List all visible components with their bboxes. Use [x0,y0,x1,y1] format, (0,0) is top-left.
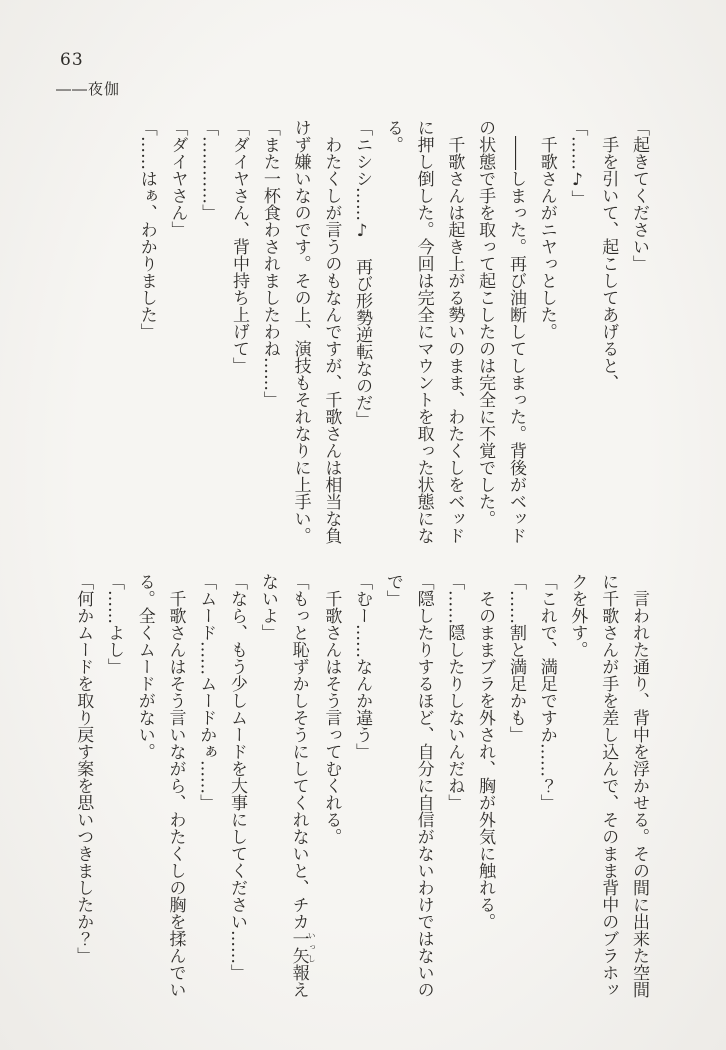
text-line: 「ムード……ムードかぁ……」 [196,573,217,811]
text-line: 「……割と満足かも」 [505,573,526,743]
text-line: 「ダイヤさん、背中持ち上げて」 [229,119,250,374]
text-line: 言われた通り、背中を浮かせる。その間に出来た空間 [629,590,649,998]
text-line: 「これで、満足ですか……？」 [536,573,557,811]
text-line: わたくしが言うのもなんですが、千歌さんは相当な負 [321,136,342,544]
text-line: ――しまった。再び油断してしまった。背後がベッド [505,136,526,544]
text-line: 「隠したりするほど、自分に自信がないわけではないの [413,573,434,998]
text-line: に押し倒した。今回は完全にマウントを取った状態にな [413,119,434,544]
text-line: 千歌さんはそう言ってむくれる。 [321,590,342,845]
text-line: 千歌さんがニヤっとした。 [536,136,557,340]
text-line: 千歌さんはそう言いながら、わたくしの胸を揉んでい [165,590,186,998]
text-line: けず嫌いなのです。その上、演技もそれなりに上手い。 [290,119,311,544]
text-line: 「何かムードを取り戻す案を思いつきましたか？」 [73,573,94,964]
text-line: の状態で手を取って起こしたのは完全に不覚でした。 [475,119,496,527]
text-line: に千歌さんが手を差し込んで、そのまま背中のブラホッ [598,573,619,998]
text-line: 「ニシシ……♪ 再び形勢逆転なのだ」 [352,119,373,428]
text-line: る。全くムードがない。 [134,573,155,760]
text-line: ないよ」 [257,573,278,641]
ruby-annotated-word: 一矢いっし [288,930,317,964]
text-line: クを外す。 [567,573,588,658]
text-line: で」 [382,573,403,607]
text-line: 「…………」 [198,119,219,221]
text-line: 手を引いて、起こしてあげると、 [598,136,619,391]
text-line: 「……隠したりしないんだね」 [444,573,465,811]
text-line: 「もっと恥ずかしそうにしてくれないと、チカ一矢いっし報え [288,573,317,998]
text-line: 「むー……なんか違う」 [352,573,373,760]
text-line: 「……♪」 [567,119,588,207]
text-block-top [131,119,654,557]
text-line: 「起きてください」 [629,119,649,272]
page-number: 63 [60,50,84,70]
text-line: 「また一杯食わされましたわね……」 [259,119,280,408]
text-line: そのままブラを外され、胸が外気に触れる。 [475,590,496,930]
text-line: 「……はぁ、わかりました」 [136,119,157,340]
running-head: ――夜伽 [56,80,121,98]
text-line: 千歌さんは起き上がる勢いのまま、わたくしをベッド [444,136,465,544]
text-line: る。 [382,119,403,153]
text-line: 「ダイヤさん」 [167,119,188,238]
text-line: 「……よし」 [103,573,124,675]
text-block-bottom [67,573,654,1005]
text-line: 「なら、もう少しムードを大事にしてください……」 [227,573,248,981]
